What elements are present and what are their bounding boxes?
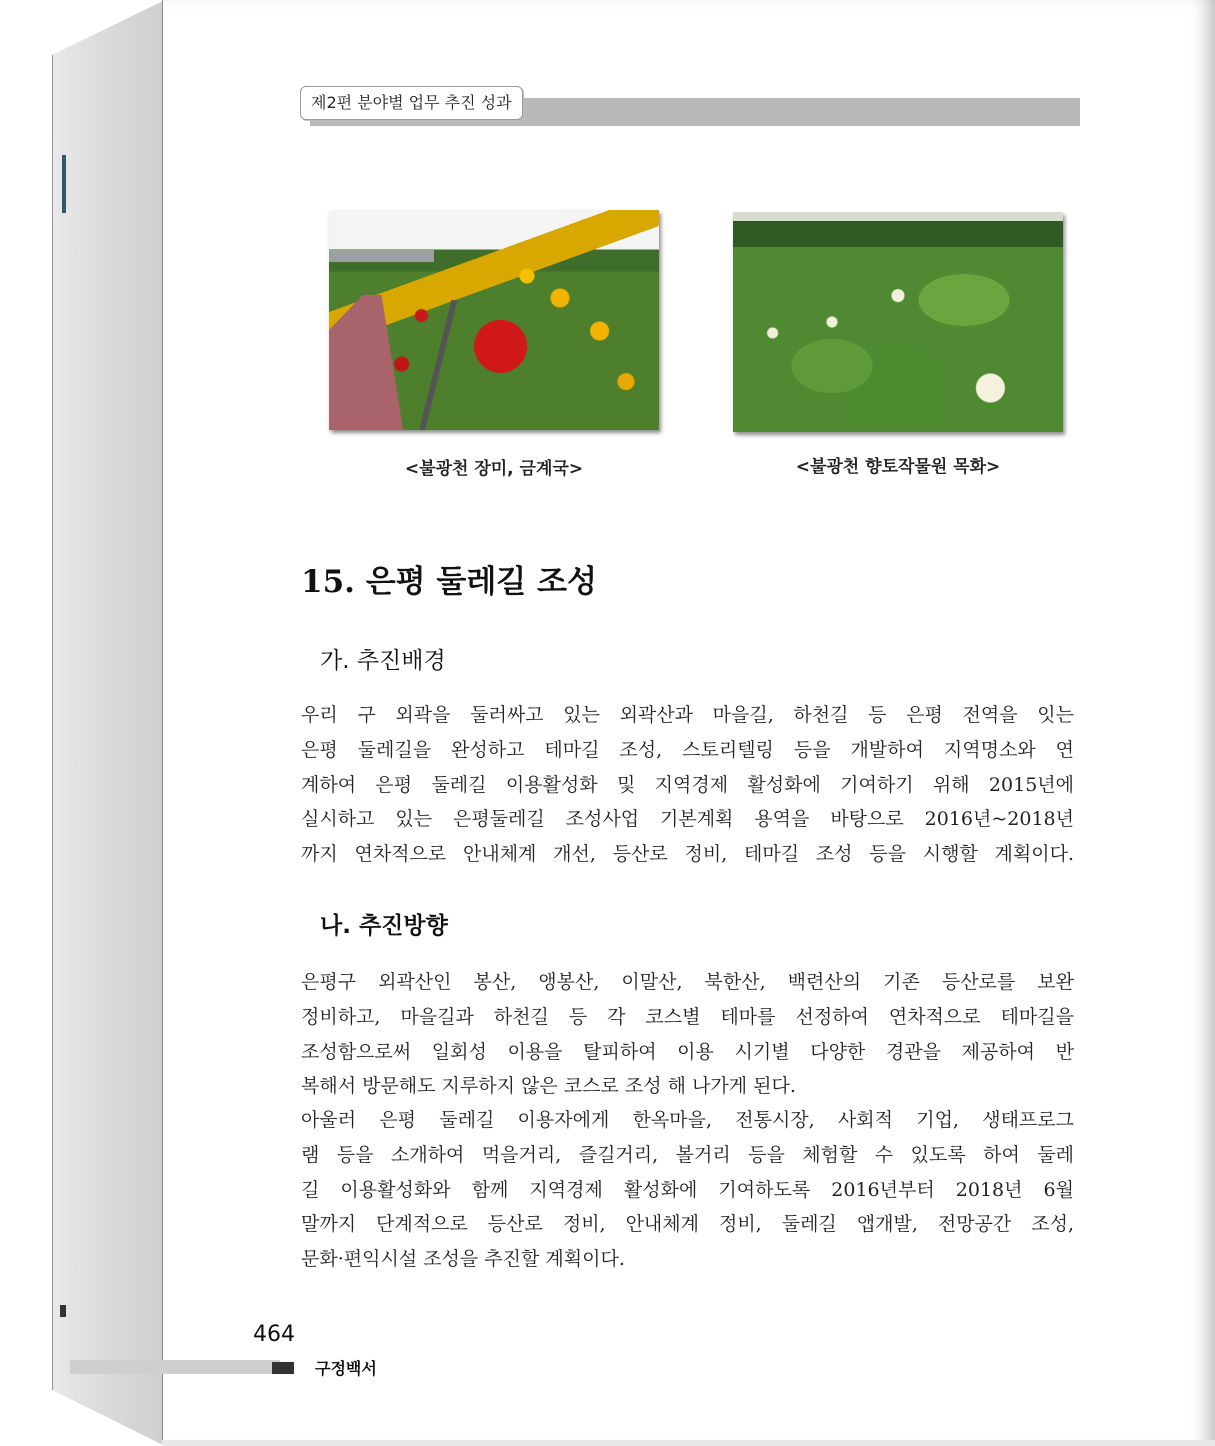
subheading-direction: 나. 추진방향 <box>320 913 448 939</box>
spine-mark-small <box>60 1305 66 1317</box>
text-line: 우리 구 외곽을 둘러싸고 있는 외곽산과 마을길, 하천길 등 은평 전역을 잇는 <box>301 704 1074 726</box>
page-number: 464 <box>253 1322 295 1347</box>
photo-caption-left: <불광천 장미, 금계국> <box>404 459 584 479</box>
photo-bridge <box>329 250 434 262</box>
photo-bike-path <box>329 295 404 430</box>
spine-mark <box>62 155 66 213</box>
text-line: 복해서 방문해도 지루하지 않은 코스로 조성 해 나가게 된다. <box>301 1075 796 1098</box>
text-line: 실시하고 있는 은평둘레길 조성사업 기본계획 용역을 바탕으로 2016년~2018년 <box>301 808 1074 831</box>
text-line: 까지 연차적으로 안내체계 개선, 등산로 정비, 테마길 조성 등을 시행할 계획이다. <box>301 843 1074 866</box>
paragraph-background <box>301 698 1074 872</box>
text-line: 램 등을 소개하여 먹을거리, 즐길거리, 볼거리 등을 체험할 수 있도록 하여 둘레 <box>301 1143 1074 1166</box>
book-spine <box>52 0 165 1446</box>
photo-rose-coreopsis <box>329 210 659 430</box>
text-line: 길 이용활성화와 함께 지역경제 활성화에 기여하도록 2016년부터 2018년 6월 <box>301 1178 1074 1201</box>
photo-railing <box>417 300 458 430</box>
text-line: 계하여 은평 둘레길 이용활성화 및 지역경제 활성화에 기여하기 위해 2015년에 <box>301 773 1074 796</box>
paragraph-direction-1 <box>301 965 1074 1104</box>
text-line: 조성함으로써 일회성 이용을 탈피하여 이용 시기별 다양한 경관을 제공하여 반 <box>301 1040 1074 1063</box>
text-line: 정비하고, 마을길과 하천길 등 각 코스별 테마를 선정하여 연차적으로 테마길을 <box>301 1005 1074 1028</box>
text-line: 은평구 외곽산인 봉산, 앵봉산, 이말산, 북한산, 백련산의 기존 등산로를 보완 <box>301 971 1074 993</box>
photo-caption-right: <불광천 향토작물원 목화> <box>795 457 1001 477</box>
footer-block <box>272 1362 294 1374</box>
footer-rule <box>70 1360 280 1374</box>
subheading-background: 가. 추진배경 <box>320 648 446 674</box>
section-title: 15. 은평 둘레길 조성 <box>301 564 597 600</box>
page-bottom-edge <box>162 1440 1215 1446</box>
section-tab: 제2편 분야별 업무 추진 성과 <box>300 86 523 120</box>
text-line: 아울러 은평 둘레길 이용자에게 한옥마을, 전통시장, 사회적 기업, 생태프로그 <box>301 1109 1074 1131</box>
text-line: 문화·편익시설 조성을 추진할 계획이다. <box>301 1248 625 1271</box>
text-line: 말까지 단계적으로 등산로 정비, 안내체계 정비, 둘레길 앱개발, 전망공간 조성, <box>301 1213 1074 1236</box>
footer-book-title: 구정백서 <box>315 1359 377 1378</box>
text-line: 은평 둘레길을 완성하고 테마길 조성, 스토리텔링 등을 개발하여 지역명소와 연 <box>301 738 1074 761</box>
paragraph-direction-2 <box>301 1103 1074 1277</box>
photo-cotton <box>733 212 1063 432</box>
